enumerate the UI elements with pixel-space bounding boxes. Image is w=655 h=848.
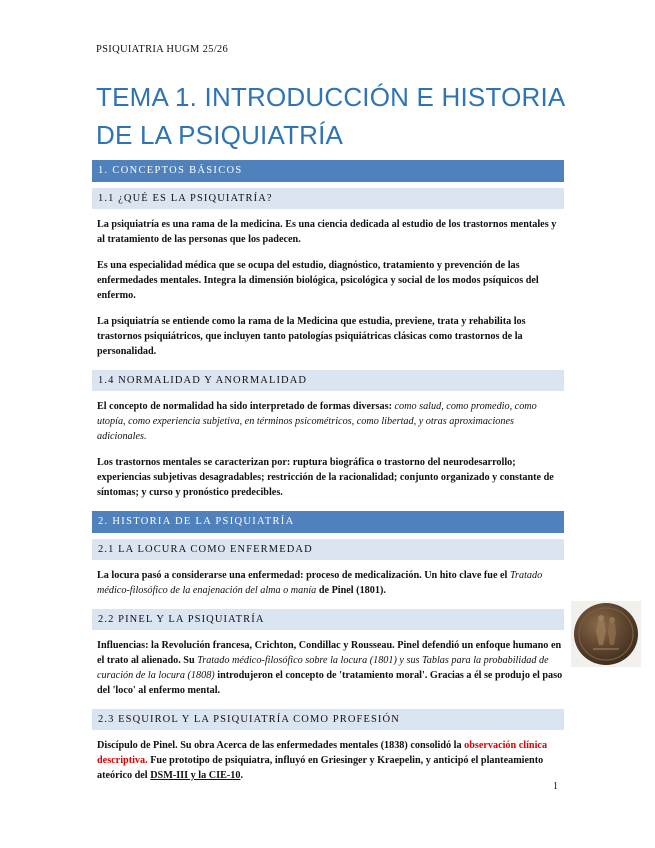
page-number: 1: [553, 781, 558, 792]
paragraph: [92, 738, 564, 783]
underlined-text: DSM-III y la CIE-10: [150, 770, 241, 781]
coin-graphic: [571, 601, 641, 667]
paragraph: La psiquiatría es una rama de la medicina. Es una ciencia dedicada al estudio de los trastornos mentales y al tratamiento de las personas que los padecen.: [97, 219, 557, 245]
coin-image: [571, 601, 641, 667]
paragraph: [92, 638, 564, 698]
subsection-heading-esquirol: 2.3 ESQUIROL Y LA PSIQUIATRÍA COMO PROFESIÓN: [92, 709, 564, 730]
paragraph: Los trastornos mentales se caracterizan por: ruptura biográfica o trastorno del neurodesarrollo; experiencias subjetivas desagradables; restricción de la racionalidad; conjunto organizado y constante de síntomas; y curso y pronóstico predecibles.: [97, 457, 554, 498]
subsection-heading-normalidad: 1.4 NORMALIDAD Y ANORMALIDAD: [92, 370, 564, 391]
paragraph-lead: Influencias: la Revolución francesa, Crichton, Condillac y Rousseau. Pinel defendió un enfoque humano en el trato al alienado. Su: [97, 640, 562, 666]
paragraph: [92, 568, 564, 598]
paragraph-lead: Discípulo de Pinel. Su obra Acerca de las enfermedades mentales (1838) consolidó la: [97, 740, 465, 751]
running-header: PSIQUIATRIA HUGM 25/26: [96, 44, 229, 55]
paragraph-lead: La locura pasó a considerarse una enfermedad: proceso de medicalización. Un hito clave fue el: [97, 570, 510, 581]
paragraph-italic: Tratado médico-filosófico sobre la locura (1801) y sus Tablas para la probabilidad de curación de la locura (1808): [97, 655, 549, 681]
paragraph-italic: Tratado médico-filosófico de la enajenación del alma o manía: [97, 570, 543, 596]
paragraph-tail: Fue prototipo de psiquiatra, influyó en Griesinger y Kraepelin, y anticipó el planteamiento ateórico del: [97, 755, 544, 781]
section-heading-conceptos: 1. CONCEPTOS BÁSICOS: [92, 160, 564, 182]
subsection-heading-locura: 2.1 LA LOCURA COMO ENFERMEDAD: [92, 539, 564, 560]
paragraph-italic: como salud, como promedio, como utopía, como experiencia subjetiva, en términos psicométricos, como libertad, y otras aproximaciones adicionales.: [97, 401, 537, 442]
paragraph: La psiquiatría se entiende como la rama de la Medicina que estudia, previene, trata y rehabilita los trastornos psiquiátricos, que incluyen tanto patologías psiquiátricas clásicas como trastornos de la personalidad.: [97, 316, 526, 357]
paragraph-end: .: [240, 770, 244, 781]
paragraph-tail: de Pinel (1801).: [316, 585, 386, 596]
subsection-heading-pinel: 2.2 PINEL Y LA PSIQUIATRÍA: [92, 609, 564, 630]
paragraph: [92, 399, 564, 444]
document-body: [92, 160, 564, 794]
highlight-red: observación clínica descriptiva.: [97, 740, 548, 766]
section-heading-historia: 2. HISTORIA DE LA PSIQUIATRÍA: [92, 511, 564, 533]
paragraph-lead: El concepto de normalidad ha sido interpretado de formas diversas:: [97, 401, 395, 412]
page-title: TEMA 1. INTRODUCCIÓN E HISTORIA DE LA PSIQUIATRÍA: [96, 82, 565, 150]
paragraph: Es una especialidad médica que se ocupa del estudio, diagnóstico, tratamiento y prevención de las enfermedades mentales. Integra la dimensión biológica, psicológica y social de los modos psíquicos del enfermo.: [97, 260, 539, 301]
subsection-heading-que-es: 1.1 ¿QUÉ ES LA PSIQUIATRÍA?: [92, 188, 564, 209]
paragraph-tail: introdujeron el concepto de 'tratamiento moral'. Gracias a él se produjo el paso del 'loco' al enfermo mental.: [97, 670, 563, 696]
